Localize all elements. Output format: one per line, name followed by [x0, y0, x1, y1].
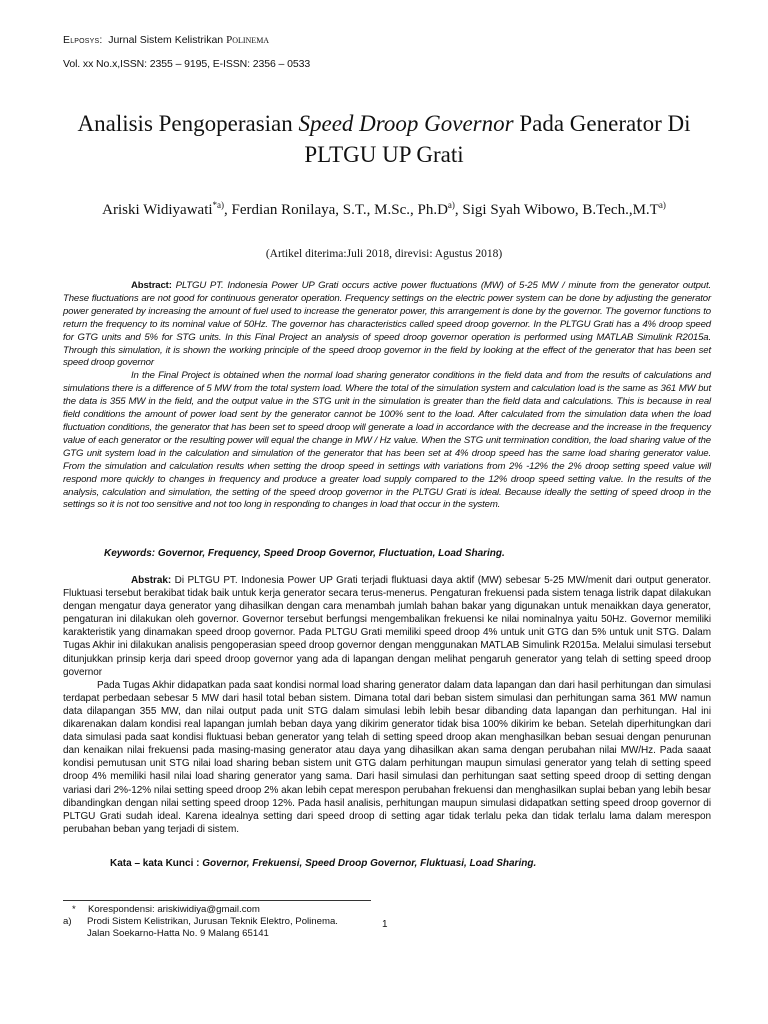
abstract-en-paragraph-2: In the Final Project is obtained when the normal load sharing generator conditions in the field data and from the results of calculations and simulations there is a difference of 5 MW from the total system load. Where the total of the simulation system and calculation load is the same as 361 MW but the data is 355 MW in the field, and the output value in the STG unit in the simulation is greater than the field data and calculations. This is because in real field conditions the amount of power load sent by the generator cannot be 100% sent to the load. After calculated from the simulation data when the load fluctuation conditions, the generator that has been set to speed droop will generate a load in accordance with the decrease and the increase in the frequency value of each generator or the resulting power will equal the change in MW / Hz value. When the STG unit termination condition, the load sharing value of the GTG unit system load in the calculation and simulation of the generator that has been set at 4% droop speed has the same load sharing generator value. From the simulation and calculation results when setting the droop speed in settings with variations from 2% -12% the 2% droop setting speed value will respond more quickly to changes in frequency and produce a greater load supply compared to the 12% droop speed setting value. In the results of the analysis, calculation and simulation, the setting of the speed droop governor in the PLTGU Grati is ideal. Because ideally the setting of speed droop in the settings so it is not too sensitive and not too long in responding to changes in load that occur in the system.	[63, 370, 711, 511]
abstract-en-label: Abstract:	[131, 280, 172, 291]
author-2-name: , Ferdian Ronilaya, S.T., M.Sc., Ph.D	[224, 202, 448, 218]
page-number: 1	[382, 919, 388, 930]
abstract-english	[63, 280, 711, 512]
author-3-name: , Sigi Syah Wibowo, B.Tech.,M.T	[454, 202, 659, 218]
footnote-star-mark: *	[72, 904, 76, 915]
author-2-affiliation-mark: a)	[447, 200, 455, 210]
keywords-english: Keywords: Governor, Frequency, Speed Droop Governor, Fluctuation, Load Sharing.	[104, 548, 505, 559]
volume-issn-line: Vol. xx No.x,ISSN: 2355 – 9195, E-ISSN: 2356 – 0533	[63, 58, 311, 70]
keywords-id-label: Kata – kata Kunci :	[110, 858, 200, 869]
affiliation-line-2: Jalan Soekarno-Hatta No. 9 Malang 65141	[87, 928, 269, 940]
title-part-2: Pada Generator Di PLTGU UP Grati	[304, 111, 691, 167]
footnote-correspondence	[63, 904, 373, 916]
journal-institution: Polinema	[226, 34, 270, 46]
article-received-dates: (Artikel diterima:Juli 2018, direvisi: Agustus 2018)	[265, 248, 503, 260]
abstract-en-paragraph-1	[63, 280, 711, 370]
running-head: Elposys: Jurnal Sistem Kelistrikan Polinema	[63, 34, 270, 46]
affiliation-line-1: Prodi Sistem Kelistrikan, Jurusan Teknik Elektro, Polinema.	[87, 916, 338, 928]
abstract-indonesian	[63, 574, 711, 836]
footnote-address	[63, 928, 373, 940]
keywords-id-value: Governor, Frekuensi, Speed Droop Governor, Fluktuasi, Load Sharing.	[199, 858, 537, 869]
paper-title	[40, 108, 728, 170]
abstrak-paragraph-2: Pada Tugas Akhir didapatkan pada saat kondisi normal load sharing generator dalam data lapangan dan dari hasil perhitungan dan simulasi terdapat perbedaan sebesar 5 MW dari hasil total beban sistem. Dimana total dari beban sistem simulasi dan perhitungan sama 361 MW namun data dilapangan 355 MW, dan nilai output pada unit STG dalam simulasi lebih lebih besar dibanding data lapangan dan perhitungan. Hal ini dikarenakan dalam kondisi real lapangan jumlah beban daya yang dikirim generator tidak bisa 100% dikirim ke beban. Setelah diperhitungkan dari data simulasi pada saat kondisi fluktuasi beban generator yang telah di setting speed droop akan menghasilkan beban sesuai dengan penurunan dan kenaikan nilai frekuensi pada masing-masing generator atau daya yang dihasilkan akan sama dengan perubahan nilai MW/Hz. Pada saaat kondisi pemutusan unit STG nilai load sharing beban sistem unit GTG dalam perhitungan maupun simulasi generator yang telah di setting speed droop 4% memiliki hasil nilai load sharing generator yang sama. Dari hasil simulasi dan perhitungan saat setting speed droop di setting dengan variasi dari 2%-12% nilai setting speed droop 2% akan lebih cepat merespon perubahan frekuensi dan menghasilkan suplai beban yang lebih besar dibandingkan dengan nilai setting speed droop 12%. Pada hasil analisis, perhitungan maupun simulasi didapatkan setting speed droop governor di PLTGU Grati sudah ideal. Karena idealnya setting dari speed droop di setting agar tidak terlalu peka dan tidak terlalu lama dalam merespon perubahan beban yang terjadi di sistem.	[63, 679, 711, 835]
journal-abbreviation: Elposys	[63, 34, 100, 46]
footnote-affiliation	[63, 916, 373, 928]
abstrak-paragraph-1	[63, 574, 711, 679]
title-part-1: Analisis Pengoperasian	[77, 111, 299, 136]
footnote-a-mark: a)	[63, 916, 72, 928]
keywords-indonesian	[110, 858, 710, 871]
correspondence-email: Korespondensi: ariskiwidiya@gmail.com	[88, 904, 260, 915]
title-italic-part: Speed Droop Governor	[298, 111, 514, 136]
footnotes	[63, 904, 373, 941]
journal-name: Jurnal Sistem Kelistrikan	[108, 34, 224, 46]
footnote-separator	[63, 900, 371, 901]
abstract-en-text-1: PLTGU PT. Indonesia Power UP Grati occurs active power fluctuations (MW) of 5-25 MW / minute from the generator output. These fluctuations are not good for continuous generator operation. Frequency settings on the electric power system can be done by adjusting the generator power generated by increasing the amount of fuel used to increase the generator power, this arrangement is done by the governor. The governor functions to return the frequency to its nominal value of 50Hz. The governor has characteristics called speed droop governor. In the PLTGU Grati has a 4% droop speed for GTG units and 5% for STG units. In this Final Project an analysis of speed droop governor operation is performed using MATLAB Simulink R2015a. Through this simulation, it is shown the working principle of the speed droop governor in the field by looking at the effect of the generator that has been set speed droop governor	[63, 280, 711, 369]
author-1-affiliation-mark: *a)	[212, 200, 225, 210]
author-list	[90, 195, 678, 220]
abstrak-text-1: Di PLTGU PT. Indonesia Power UP Grati terjadi fluktuasi daya aktif (MW) sebesar 5-25 MW/menit dari output generator. Fluktuasi tersebut berakibat tidak baik untuk kerja generator secara terus-menerus. Pengaturan frekuensi pada sistem tenaga listrik dapat dilakukan dengan mengatur daya generator yang dihasilkan dengan cara menambah jumlah bahan bakar yang digunakan untuk menaikkan daya generator, pengaturan ini dilakukan oleh governor. Governor tersebut berfungsi mengembalikan frekuensi ke nilai nominalnya yaitu 50Hz. Governor memiliki karakteristik yang dinamakan speed droop governor. Pada PLTGU Grati memiliki speed droop 4% untuk unit GTG dan 5% untuk unit STG. Dalam Tugas Akhir ini dilakukan analisis pengoperasian speed droop governor dengan menggunakan MATLAB Simulink R2015a. Melalui simulasi tersebut ditunjukkan prinsip kerja dari speed droop governor yang ada di lapangan dengan melihat pengaruh generator yang telah di setting speed droop governor	[63, 575, 711, 678]
author-3-affiliation-mark: a)	[658, 200, 666, 210]
abstrak-label: Abstrak:	[131, 575, 172, 586]
author-1-name: Ariski Widiyawati	[102, 202, 213, 218]
